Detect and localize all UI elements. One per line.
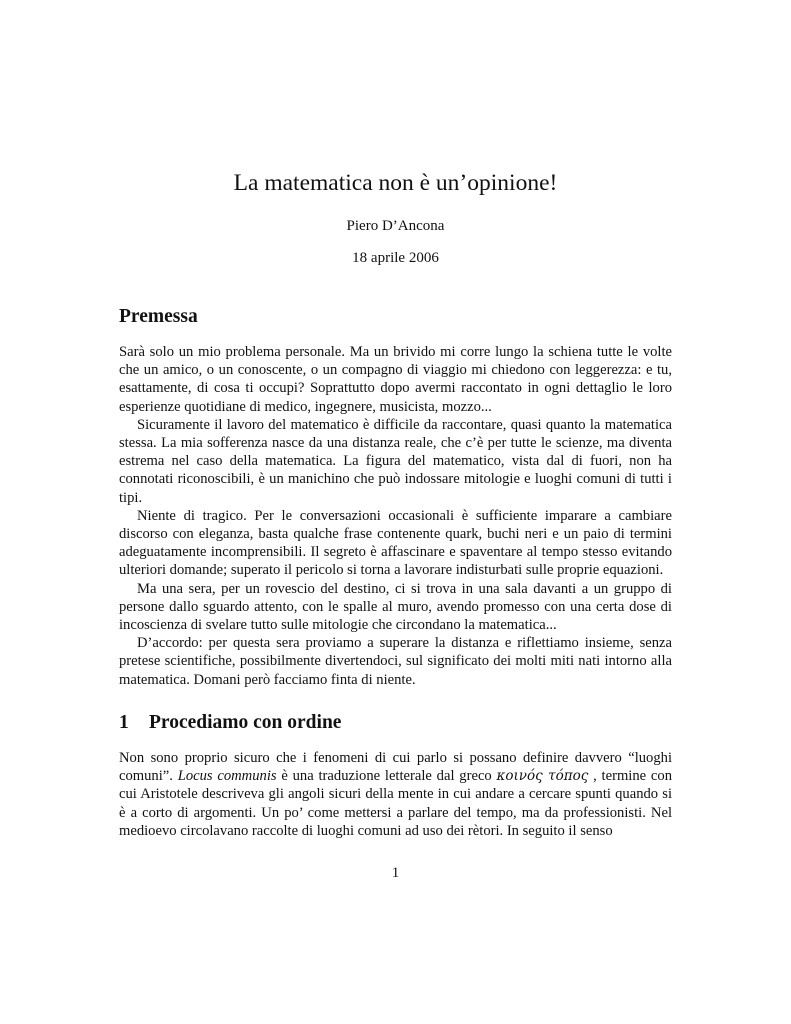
section-1-heading xyxy=(119,712,341,734)
premessa-body xyxy=(119,343,672,689)
premessa-paragraph-5: D’accordo: per questa sera proviamo a superare la distanza e riflettiamo insieme, senza pretese scientifiche, possibilmente divertendoci, sul significato dei molti miti nati intorno alla matematica. Domani però facciamo finta di niente. xyxy=(119,635,672,688)
document-author: Piero D’Ancona xyxy=(346,218,445,234)
section-1-body xyxy=(119,749,672,840)
premessa-paragraph-2: Sicuramente il lavoro del matematico è difficile da raccontare, quasi quanto la matematica stessa. La mia sofferenza nasce da una distanza reale, che c’è per tutte le scienze, ma diventa estrema nel caso della matematica. La figura del matematico, vista dal di fuori, non ha connotati riconoscibili, è un manichino che può indossare mitologie e luoghi comuni di tutti i tipi. xyxy=(119,416,672,506)
premessa-paragraph-1: Sarà solo un mio problema personale. Ma un brivido mi corre lungo la schiena tutte le volte che un amico, o un conoscente, o un compagno di viaggio mi chiedono con leggerezza: e tu, esattamente, di cosa ti occupi? Soprattutto dopo avermi raccontato in ogni dettaglio le loro esperienze quotidiane di medico, ingegnere, musicista, mozzo... xyxy=(119,344,672,415)
text-run: è una traduzione letterale dal greco xyxy=(276,768,497,785)
document-date: 18 aprile 2006 xyxy=(352,250,439,266)
section-1-paragraph-1 xyxy=(119,749,672,840)
italic-term: Locus communis xyxy=(177,768,277,785)
section-1-number: 1 xyxy=(119,712,129,733)
document-title: La matematica non è un’opinione! xyxy=(233,170,558,196)
premessa-paragraph-4: Ma una sera, per un rovescio del destino, ci si trova in una sala davanti a un gruppo di persone dallo sguardo attento, con le spalle al muro, avendo promesso con una certa dose di incoscienza di svelare tutto sulle mitologie che circondano la matematica... xyxy=(119,580,672,634)
page-number: 1 xyxy=(391,865,400,881)
premessa-paragraph-3: Niente di tragico. Per le conversazioni occasionali è sufficiente imparare a cambiare discorso con eleganza, basta qualche frase contenente quark, buchi neri e un paio di termini adeguatamente incomprensibili. Il segreto è affascinare e spaventare al tempo stesso evitando ulteriori domande; superato il pericolo si torna a lavorare indisturbati sulle proprie equazioni. xyxy=(119,507,672,579)
section-1-title: Procediamo con ordine xyxy=(149,712,342,733)
premessa-heading: Premessa xyxy=(119,306,198,327)
text-run: , termine con cui Aristotele descriveva gli angoli sicuri della mente in cui andare a cercare spunti quando si è a corto di argomenti. Un po’ come mettersi a parlare del tempo, ma da professionisti. Nel medioevo circolavano raccolte di luoghi comuni ad uso dei rètori. In seguito il senso xyxy=(119,768,673,839)
greek-term: κοινός τόπος xyxy=(496,768,589,785)
text-run: Non sono proprio sicuro che i fenomeni di cui parlo si possano definire davvero “luoghi comuni”. xyxy=(119,750,672,785)
